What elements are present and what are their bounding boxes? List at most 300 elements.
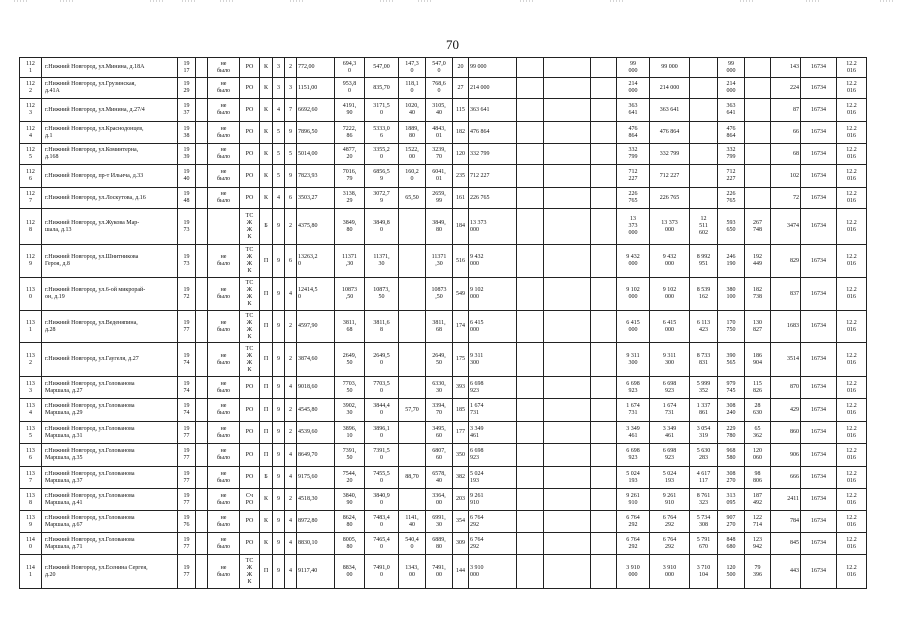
cell-c12: 547,00: [365, 58, 399, 78]
cell-c8: 4: [273, 99, 285, 122]
cell-c12: 3811,6 8: [365, 311, 399, 343]
table-row: [20, 122, 867, 144]
cell-c5: не было: [208, 311, 240, 343]
cell-c18: [544, 122, 591, 144]
cell-c7: К: [260, 188, 273, 209]
cell-c27: 12.2 016: [837, 144, 867, 165]
cell-c5: не было: [208, 511, 240, 533]
cell-c27: 12.2 016: [837, 343, 867, 377]
cell-c9: 6: [285, 245, 297, 278]
cell-c15: 382: [453, 467, 469, 489]
cell-c15: 144: [453, 555, 469, 589]
cell-c10: 8972,80: [297, 511, 335, 533]
cell-c15: 203: [453, 489, 469, 511]
cell-c14: 547,0 0: [426, 58, 453, 78]
cell-c23: 313 095: [718, 489, 745, 511]
cell-c24: 79 396: [745, 555, 771, 589]
cell-c9: 4: [285, 533, 297, 555]
cell-c8: 5: [273, 165, 285, 188]
cell-year: 19 17: [178, 58, 196, 78]
cell-c12: 3171,5 0: [365, 99, 399, 122]
cell-c19: [591, 444, 617, 467]
cell-c22: 12 511 602: [690, 209, 718, 245]
cell-c12: 3355,2 0: [365, 144, 399, 165]
cell-addr: г.Нижний Новгород, ул.Голованова Маршала, д.67: [42, 511, 178, 533]
table-row: [20, 58, 867, 78]
cell-c21: 6 698 923: [650, 377, 690, 399]
cell-c9: 2: [285, 209, 297, 245]
cell-c27: 12.2 016: [837, 78, 867, 99]
cell-c20: 332 799: [617, 144, 650, 165]
cell-c7: П: [260, 377, 273, 399]
cell-c20: 99 000: [617, 58, 650, 78]
cell-c12: 6856,5 9: [365, 165, 399, 188]
cell-c15: 393: [453, 377, 469, 399]
cell-c26: 16734: [801, 489, 837, 511]
cell-c17: [517, 555, 544, 589]
cell-c27: 12.2 016: [837, 377, 867, 399]
cell-addr: г.Нижний Новгород, ул.Коминтерна, д.168: [42, 144, 178, 165]
cell-c20: 3 910 000: [617, 555, 650, 589]
cell-c21: 3 910 000: [650, 555, 690, 589]
cell-c6: Сч РО: [240, 489, 260, 511]
cell-c4: [196, 511, 208, 533]
cell-c15: 350: [453, 444, 469, 467]
cell-c22: 8 761 323: [690, 489, 718, 511]
cell-c21: 214 000: [650, 78, 690, 99]
cell-n: 113 1: [20, 311, 42, 343]
cell-c27: 12.2 016: [837, 489, 867, 511]
housing-repair-table: [19, 57, 867, 589]
cell-c5: не было: [208, 58, 240, 78]
cell-c16: 3 349 461: [469, 422, 517, 444]
cell-c4: [196, 278, 208, 311]
cell-c12: 10873, 50: [365, 278, 399, 311]
cell-c17: [517, 165, 544, 188]
cell-c16: 476 864: [469, 122, 517, 144]
cell-c17: [517, 245, 544, 278]
cell-c27: 12.2 016: [837, 399, 867, 422]
cell-c18: [544, 399, 591, 422]
cell-year: 19 38: [178, 122, 196, 144]
cell-c14: 3849, 80: [426, 209, 453, 245]
cell-c21: 9 102 000: [650, 278, 690, 311]
cell-c19: [591, 144, 617, 165]
table-row: [20, 278, 867, 311]
cell-year: 19 74: [178, 377, 196, 399]
cell-c8: 9: [273, 511, 285, 533]
cell-n: 114 0: [20, 533, 42, 555]
cell-c7: К: [260, 78, 273, 99]
cell-c25: 3514: [771, 343, 801, 377]
cell-c10: 9117,40: [297, 555, 335, 589]
cell-c23: 907 270: [718, 511, 745, 533]
cell-c26: 16734: [801, 533, 837, 555]
cell-c21: 226 765: [650, 188, 690, 209]
cell-c8: 9: [273, 399, 285, 422]
cell-c19: [591, 422, 617, 444]
cell-c4: [196, 165, 208, 188]
cell-c19: [591, 399, 617, 422]
cell-c23: 968 580: [718, 444, 745, 467]
cell-c11: 11371 ,30: [335, 245, 365, 278]
cell-c9: 4: [285, 511, 297, 533]
cell-c22: 6 113 423: [690, 311, 718, 343]
cell-c19: [591, 489, 617, 511]
cell-addr: г.Нижний Новгород, ул.Голованова Маршала, д.31: [42, 422, 178, 444]
cell-c5: не было: [208, 489, 240, 511]
cell-c24: [745, 58, 771, 78]
cell-c27: 12.2 016: [837, 188, 867, 209]
cell-n: 112 9: [20, 245, 42, 278]
cell-c18: [544, 78, 591, 99]
cell-c12: 3844,4 0: [365, 399, 399, 422]
table-row: [20, 399, 867, 422]
cell-c27: 12.2 016: [837, 245, 867, 278]
cell-c9: 4: [285, 555, 297, 589]
cell-year: 19 77: [178, 467, 196, 489]
cell-c10: 9175,60: [297, 467, 335, 489]
cell-c7: К: [260, 165, 273, 188]
cell-c24: 120 060: [745, 444, 771, 467]
cell-c10: 9018,60: [297, 377, 335, 399]
cell-c8: 9: [273, 467, 285, 489]
cell-c26: 16734: [801, 245, 837, 278]
cell-c15: 120: [453, 144, 469, 165]
cell-c5: не было: [208, 278, 240, 311]
cell-c15: 20: [453, 58, 469, 78]
cell-c25: 666: [771, 467, 801, 489]
cell-c20: 1 674 731: [617, 399, 650, 422]
cell-c11: 7544, 20: [335, 467, 365, 489]
cell-c24: [745, 122, 771, 144]
cell-c9: 7: [285, 99, 297, 122]
cell-c22: 5 999 352: [690, 377, 718, 399]
cell-c7: К: [260, 122, 273, 144]
cell-c20: 6 698 923: [617, 444, 650, 467]
cell-c20: 6 415 000: [617, 311, 650, 343]
cell-c7: П: [260, 245, 273, 278]
cell-c16: 6 764 292: [469, 511, 517, 533]
cell-c13: [399, 444, 426, 467]
cell-c13: [399, 311, 426, 343]
cell-c17: [517, 209, 544, 245]
cell-c21: 6 764 292: [650, 533, 690, 555]
cell-c6: РО: [240, 99, 260, 122]
cell-c14: 6991, 30: [426, 511, 453, 533]
cell-c17: [517, 188, 544, 209]
cell-addr: г.Нижний Новгород, ул.Голованова Маршала, д.35: [42, 444, 178, 467]
cell-c18: [544, 377, 591, 399]
cell-c10: 4545,80: [297, 399, 335, 422]
cell-c14: 3239, 70: [426, 144, 453, 165]
cell-c22: [690, 58, 718, 78]
cell-c5: не было: [208, 555, 240, 589]
cell-c12: 7483,4 0: [365, 511, 399, 533]
cell-c11: 3840, 90: [335, 489, 365, 511]
cell-c10: 4518,30: [297, 489, 335, 511]
cell-c18: [544, 99, 591, 122]
cell-c24: 122 714: [745, 511, 771, 533]
cell-c20: 712 227: [617, 165, 650, 188]
cell-c11: 7222, 86: [335, 122, 365, 144]
cell-c10: 5014,00: [297, 144, 335, 165]
cell-c24: [745, 188, 771, 209]
cell-c7: Б: [260, 467, 273, 489]
cell-c10: 1151,00: [297, 78, 335, 99]
cell-c8: 9: [273, 343, 285, 377]
cell-c25: 102: [771, 165, 801, 188]
cell-c7: К: [260, 58, 273, 78]
cell-c17: [517, 343, 544, 377]
cell-c24: 28 630: [745, 399, 771, 422]
cell-c22: 5 630 283: [690, 444, 718, 467]
cell-c22: 3 054 319: [690, 422, 718, 444]
cell-addr: г.Нижний Новгород, ул.Минина, д.18А: [42, 58, 178, 78]
cell-c6: ТС Ж Ж К: [240, 343, 260, 377]
cell-addr: г.Нижний Новгород, ул.Голованова Маршала, д.71: [42, 533, 178, 555]
cell-c25: 72: [771, 188, 801, 209]
cell-addr: г.Нижний Новгород, ул.Лоскутова, д.16: [42, 188, 178, 209]
cell-addr: г.Нижний Новгород, ул.Шнитникова Героя, д.8: [42, 245, 178, 278]
cell-c13: 57,70: [399, 399, 426, 422]
cell-c18: [544, 467, 591, 489]
cell-c23: 120 500: [718, 555, 745, 589]
cell-c11: 3849, 80: [335, 209, 365, 245]
cell-c9: 5: [285, 144, 297, 165]
cell-c11: 10873 ,50: [335, 278, 365, 311]
cell-c23: 380 100: [718, 278, 745, 311]
cell-c5: не было: [208, 78, 240, 99]
cell-c26: 16734: [801, 188, 837, 209]
cell-year: 19 76: [178, 511, 196, 533]
cell-c23: 712 227: [718, 165, 745, 188]
cell-year: 19 73: [178, 209, 196, 245]
cell-c25: 784: [771, 511, 801, 533]
cell-c24: [745, 78, 771, 99]
cell-addr: г.Нижний Новгород, ул.6-ой микрорай- он, д.19: [42, 278, 178, 311]
cell-c6: ТС Ж Ж К: [240, 555, 260, 589]
cell-c12: 3840,9 0: [365, 489, 399, 511]
table-row: [20, 99, 867, 122]
cell-c26: 16734: [801, 278, 837, 311]
cell-c20: 363 641: [617, 99, 650, 122]
table-row: [20, 467, 867, 489]
cell-c8: 9: [273, 278, 285, 311]
cell-c6: РО: [240, 467, 260, 489]
cell-c16: 6 698 923: [469, 444, 517, 467]
cell-c24: 182 738: [745, 278, 771, 311]
cell-c4: [196, 343, 208, 377]
cell-c23: 308 270: [718, 467, 745, 489]
cell-c15: 549: [453, 278, 469, 311]
cell-c19: [591, 99, 617, 122]
cell-c11: 8834, 00: [335, 555, 365, 589]
cell-c18: [544, 511, 591, 533]
cell-c23: 226 765: [718, 188, 745, 209]
cell-c11: 7016, 79: [335, 165, 365, 188]
cell-c13: 1522, 00: [399, 144, 426, 165]
cell-addr: г.Нижний Новгород, ул.Жукова Мар- шала, д.13: [42, 209, 178, 245]
cell-c5: не было: [208, 444, 240, 467]
cell-c16: 5 024 193: [469, 467, 517, 489]
cell-c21: 99 000: [650, 58, 690, 78]
cell-c11: 953,8 0: [335, 78, 365, 99]
cell-c4: [196, 422, 208, 444]
cell-c27: 12.2 016: [837, 122, 867, 144]
cell-n: 112 6: [20, 165, 42, 188]
cell-c12: 11371, 30: [365, 245, 399, 278]
cell-c16: 9 102 000: [469, 278, 517, 311]
cell-c18: [544, 58, 591, 78]
cell-c8: 9: [273, 489, 285, 511]
cell-n: 113 6: [20, 444, 42, 467]
cell-c9: 6: [285, 188, 297, 209]
cell-c6: ТС Ж Ж К: [240, 278, 260, 311]
cell-c15: 516: [453, 245, 469, 278]
cell-c4: [196, 555, 208, 589]
cell-c8: 5: [273, 122, 285, 144]
cell-c16: 332 799: [469, 144, 517, 165]
cell-c9: 2: [285, 343, 297, 377]
cell-n: 113 3: [20, 377, 42, 399]
cell-c19: [591, 377, 617, 399]
cell-c7: П: [260, 399, 273, 422]
cell-addr: г.Нижний Новгород, ул.Голованова Маршала, д.41: [42, 489, 178, 511]
cell-c11: 7391, 50: [335, 444, 365, 467]
cell-c5: не было: [208, 144, 240, 165]
cell-year: 19 77: [178, 533, 196, 555]
cell-c23: 308 240: [718, 399, 745, 422]
page-number: 70: [446, 37, 459, 52]
cell-c22: 8 733 831: [690, 343, 718, 377]
cell-c20: 6 698 923: [617, 377, 650, 399]
cell-c14: 7491, 00: [426, 555, 453, 589]
cell-c13: 540,4 0: [399, 533, 426, 555]
cell-c12: 7491,0 0: [365, 555, 399, 589]
cell-c17: [517, 533, 544, 555]
cell-c12: 835,70: [365, 78, 399, 99]
cell-c14: 10873 ,50: [426, 278, 453, 311]
cell-c4: [196, 311, 208, 343]
cell-c8: 9: [273, 555, 285, 589]
cell-c25: 860: [771, 422, 801, 444]
cell-c25: 429: [771, 399, 801, 422]
cell-c20: 9 311 300: [617, 343, 650, 377]
cell-c4: [196, 144, 208, 165]
cell-c7: К: [260, 489, 273, 511]
cell-c7: П: [260, 343, 273, 377]
cell-year: 19 29: [178, 78, 196, 99]
cell-c22: 8 539 162: [690, 278, 718, 311]
cell-c23: 214 000: [718, 78, 745, 99]
cell-n: 114 1: [20, 555, 42, 589]
cell-c25: 845: [771, 533, 801, 555]
cell-c8: 9: [273, 377, 285, 399]
cell-c20: 476 864: [617, 122, 650, 144]
table-row: [20, 245, 867, 278]
cell-c10: 6692,60: [297, 99, 335, 122]
cell-c12: 2649,5 0: [365, 343, 399, 377]
cell-c13: 1889, 80: [399, 122, 426, 144]
table-row: [20, 444, 867, 467]
cell-c17: [517, 399, 544, 422]
cell-c18: [544, 165, 591, 188]
cell-c5: не было: [208, 122, 240, 144]
cell-c19: [591, 188, 617, 209]
cell-c18: [544, 144, 591, 165]
cell-c26: 16734: [801, 311, 837, 343]
cell-c25: 443: [771, 555, 801, 589]
cell-c14: 6330, 30: [426, 377, 453, 399]
cell-c4: [196, 377, 208, 399]
cell-c21: 3 349 461: [650, 422, 690, 444]
cell-c26: 16734: [801, 399, 837, 422]
cell-year: 19 40: [178, 165, 196, 188]
cell-c23: 99 000: [718, 58, 745, 78]
cell-c4: [196, 58, 208, 78]
cell-addr: г.Нижний Новгород, ул.Голованова Маршала, д.27: [42, 377, 178, 399]
cell-c25: 1683: [771, 311, 801, 343]
cell-c22: 1 337 861: [690, 399, 718, 422]
cell-c18: [544, 444, 591, 467]
cell-c16: 1 674 731: [469, 399, 517, 422]
cell-c25: 870: [771, 377, 801, 399]
cell-c9: 2: [285, 422, 297, 444]
cell-c20: 3 349 461: [617, 422, 650, 444]
cell-c5: не было: [208, 165, 240, 188]
cell-c8: 4: [273, 188, 285, 209]
cell-c27: 12.2 016: [837, 533, 867, 555]
cell-year: 19 77: [178, 311, 196, 343]
cell-c26: 16734: [801, 209, 837, 245]
cell-c19: [591, 245, 617, 278]
cell-c12: 3896,1 0: [365, 422, 399, 444]
cell-c23: 229 780: [718, 422, 745, 444]
cell-c9: 3: [285, 78, 297, 99]
cell-c8: 9: [273, 209, 285, 245]
cell-c15: 309: [453, 533, 469, 555]
cell-c15: 177: [453, 422, 469, 444]
cell-c10: 772,00: [297, 58, 335, 78]
cell-c27: 12.2 016: [837, 444, 867, 467]
cell-c19: [591, 511, 617, 533]
cell-c24: 115 826: [745, 377, 771, 399]
cell-year: 19 77: [178, 489, 196, 511]
cell-c26: 16734: [801, 511, 837, 533]
cell-c7: К: [260, 533, 273, 555]
cell-c6: ТС Ж Ж К: [240, 209, 260, 245]
cell-c14: 6578, 40: [426, 467, 453, 489]
cell-c18: [544, 245, 591, 278]
cell-c5: не было: [208, 467, 240, 489]
cell-c8: 3: [273, 58, 285, 78]
cell-c21: 476 864: [650, 122, 690, 144]
cell-year: 19 77: [178, 444, 196, 467]
top-edge-dots: [0, 0, 905, 6]
cell-c10: 3503,27: [297, 188, 335, 209]
table-row: [20, 311, 867, 343]
cell-c7: П: [260, 555, 273, 589]
cell-c5: не было: [208, 245, 240, 278]
cell-c26: 16734: [801, 422, 837, 444]
cell-c24: 123 942: [745, 533, 771, 555]
cell-c11: 4191, 90: [335, 99, 365, 122]
cell-c5: не было: [208, 399, 240, 422]
cell-c25: 224: [771, 78, 801, 99]
cell-c25: 68: [771, 144, 801, 165]
cell-c19: [591, 209, 617, 245]
